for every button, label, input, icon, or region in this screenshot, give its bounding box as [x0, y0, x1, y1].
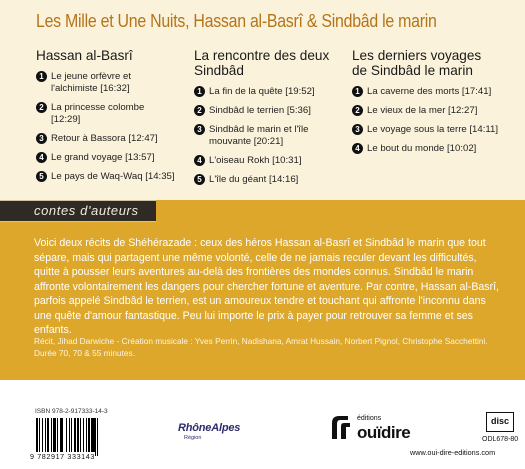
track-number-badge: 3: [194, 124, 205, 135]
track-item: [352, 143, 500, 155]
track-number-badge: 1: [194, 86, 205, 97]
publisher-prefix: éditions: [357, 415, 382, 422]
catalog-number: ODL678-80: [482, 436, 519, 443]
track-item: [194, 174, 334, 186]
track-number-badge: 2: [36, 102, 47, 113]
track-label: Retour à Bassora [12:47]: [51, 133, 158, 144]
tracklist-column-1: [36, 48, 176, 190]
track-item: [352, 124, 500, 136]
album-title: Les Mille et Une Nuits, Hassan al-Basrî & Sindbâd le marin: [36, 10, 437, 31]
track-item: [352, 86, 500, 98]
track-item: [36, 152, 176, 164]
barcode-image: [36, 418, 120, 456]
track-item: [36, 102, 176, 126]
compact-disc-icon: [486, 412, 514, 432]
svg-text:disc: disc: [490, 416, 510, 426]
track-number-badge: 1: [36, 71, 47, 82]
track-number-badge: 1: [352, 86, 363, 97]
column-title: Les derniers voyages de Sindbâd le marin: [352, 48, 482, 78]
track-label: Le bout du monde [10:02]: [367, 143, 477, 154]
track-number-badge: 5: [36, 171, 47, 182]
track-item: [36, 71, 176, 95]
track-label: Le jeune orfèvre et l'alchimiste [16:32]: [51, 71, 132, 94]
credits-text: Récit, Jihad Darwiche - Création musicale : Yves Perrin, Nadishana, Amrat Hussain, Norbert Pignol, Christophe Sacchettini. Durée 70, 70 & 55 minutes.: [34, 336, 488, 358]
collection-label: contes d'auteurs: [34, 203, 139, 218]
track-number-badge: 5: [194, 174, 205, 185]
track-item: [194, 124, 334, 148]
track-label: Le pays de Waq-Waq [14:35]: [51, 171, 175, 182]
track-label: Le grand voyage [13:57]: [51, 152, 155, 163]
track-item: [352, 105, 500, 117]
publisher-name: ouïdire: [357, 423, 411, 442]
sponsor-logo: RhôneAlpes: [178, 422, 241, 434]
barcode-number: 9 782917 333143: [30, 452, 95, 461]
track-label: L'île du géant [14:16]: [209, 174, 299, 185]
tracklist-column-3: [352, 48, 500, 162]
track-item: [194, 105, 334, 117]
column-title: Hassan al-Basrî: [36, 48, 133, 63]
column-title: La rencontre des deux Sindbâd: [194, 48, 330, 78]
isbn-text: ISBN 978-2-917333-14-3: [35, 408, 108, 415]
website-link: www.oui-dire-editions.com: [410, 448, 496, 457]
track-item: [194, 86, 334, 98]
tracklist-column-2: [194, 48, 334, 193]
track-label: Sindbâd le terrien [5:36]: [209, 105, 311, 116]
publisher-logo-icon: [328, 413, 353, 441]
track-number-badge: 2: [194, 105, 205, 116]
track-label: Le vieux de la mer [12:27]: [367, 105, 478, 116]
track-number-badge: 3: [352, 124, 363, 135]
track-label: La fin de la quête [19:52]: [209, 86, 315, 97]
track-item: [36, 133, 176, 145]
track-label: Sindbâd le marin et l'île mouvante [20:21]: [209, 124, 309, 147]
track-number-badge: 4: [352, 143, 363, 154]
track-item: [194, 155, 334, 167]
track-number-badge: 4: [36, 152, 47, 163]
sponsor-sublabel: Région: [184, 435, 202, 441]
track-label: La princesse colombe [12:29]: [51, 102, 145, 125]
track-number-badge: 2: [352, 105, 363, 116]
description-text: Voici deux récits de Shéhérazade : ceux des héros Hassan al-Basrî et Sindbâd le marin que tout sépare, mais qui partagent une même volonté, celle de ne jamais reculer devant les difficultés, quitte à pousser leurs aventures au-delà des frontières des mondes connus. Sindbâd le marin affronte volontairement les dangers pour chercher fortune et aventure. Par contre, Hassan al-Basrî, parfois appelé Sindbâd le terrien, est un amoureux tendre et touchant qui affronte l'inconnu dans une quête d'amour fantastique. Peu lui importe le prix à payer pour retrouver sa femme et ses enfants.: [34, 237, 500, 336]
track-item: [36, 171, 176, 183]
track-number-badge: 4: [194, 155, 205, 166]
track-label: La caverne des morts [17:41]: [367, 86, 492, 97]
track-label: L'oiseau Rokh [10:31]: [209, 155, 302, 166]
track-label: Le voyage sous la terre [14:11]: [367, 124, 499, 135]
track-number-badge: 3: [36, 133, 47, 144]
